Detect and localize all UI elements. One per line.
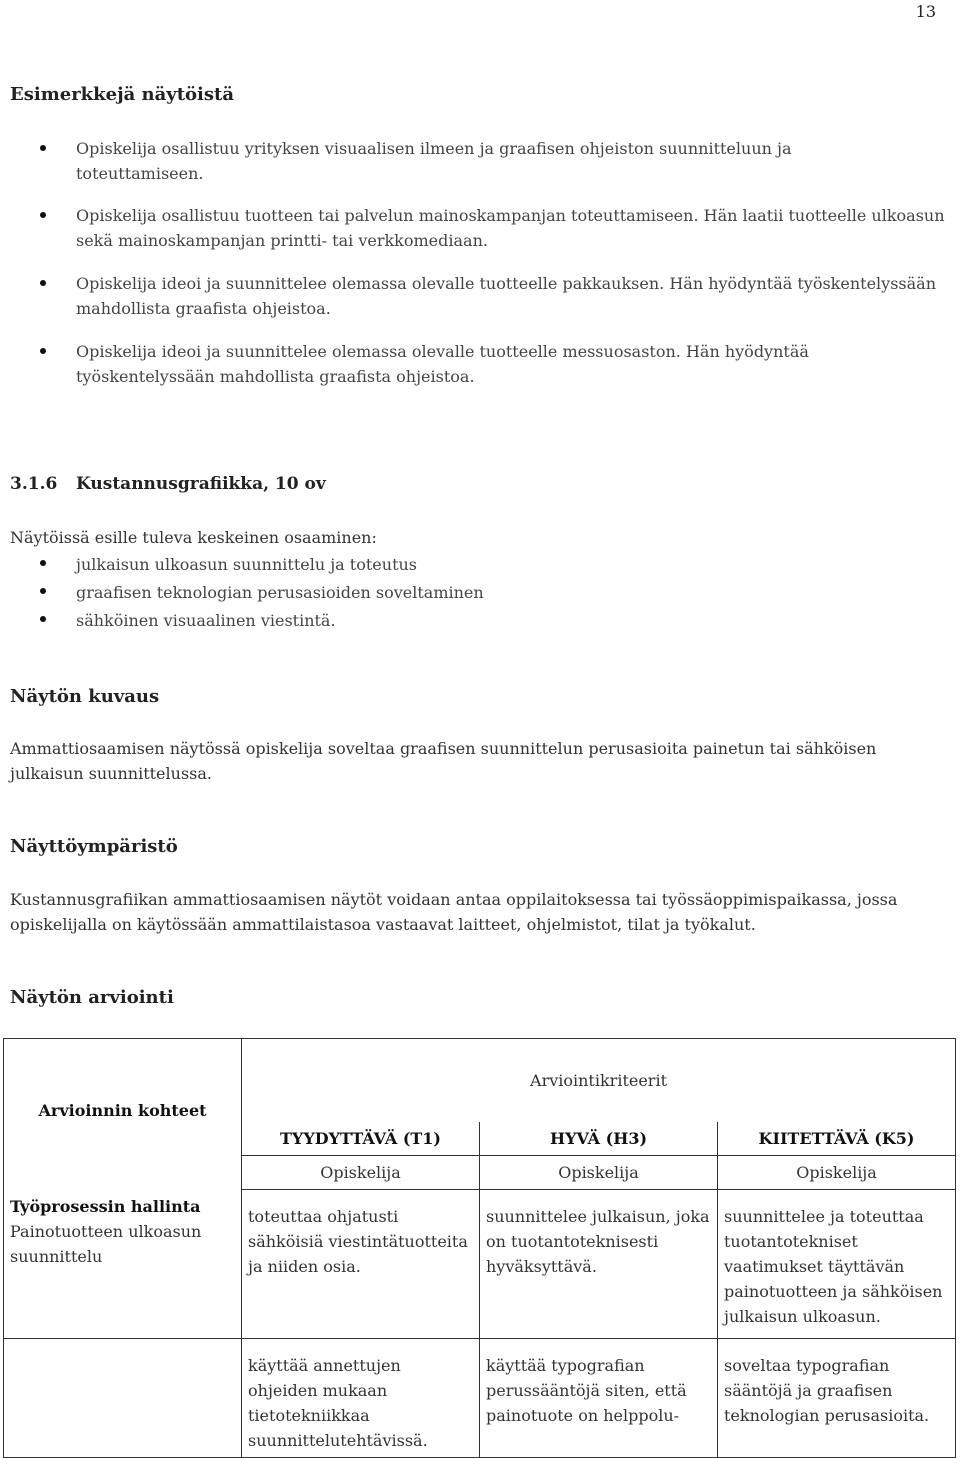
targets-spacer — [4, 1156, 242, 1190]
section-number: 3.1.6 — [10, 474, 58, 494]
subject-h3: Opiskelija — [480, 1156, 718, 1190]
examples-heading: Esimerkkejä näytöistä — [10, 84, 234, 105]
evaluation-heading: Näytön arviointi — [10, 987, 174, 1008]
table-cell: käyttää typografian perussääntöjä siten, että painotuote on helppolu- — [480, 1338, 718, 1457]
list-item: julkaisun ulkoasun suunnittelu ja toteutus — [10, 551, 950, 579]
area-sub: Painotuotteen ulkoasun suunnittelu — [10, 1221, 202, 1266]
table-cell: suunnittelee julkaisun, joka on tuotantoteknisesti hyväksyttävä. — [480, 1190, 718, 1339]
table-cell: käyttää annettujen ohjeiden mukaan tietotekniikkaa suunnittelutehtävissä. — [242, 1338, 480, 1457]
criteria-header: Arviointikriteerit — [242, 1039, 956, 1123]
description-heading: Näytön kuvaus — [10, 686, 160, 707]
table-cell: toteuttaa ohjatusti sähköisiä viestintätuotteita ja niiden osia. — [242, 1190, 480, 1339]
examples-list — [10, 136, 950, 389]
list-item: graafisen teknologian perusasioiden soveltaminen — [10, 579, 950, 607]
section-heading — [10, 474, 326, 494]
description-text: Ammattiosaamisen näytössä opiskelija soveltaa graafisen suunnittelun perusasioita painetun tai sähköisen julkaisun suunnittelussa. — [10, 739, 877, 783]
environment-heading: Näyttöympäristö — [10, 836, 178, 857]
table-cell: suunnittelee ja toteuttaa tuotantotekniset vaatimukset täyttävän painotuotteen ja sähköisen julkaisun ulkoasun. — [718, 1190, 956, 1339]
list-item: Opiskelija ideoi ja suunnittelee olemassa olevalle tuotteelle pakkauksen. Hän hyödyntää työskentelyssään mahdollista graafista ohjeistoa. — [10, 271, 950, 321]
evaluation-table — [3, 1038, 956, 1458]
level-h3: HYVÄ (H3) — [480, 1122, 718, 1156]
area-cell-empty — [4, 1338, 242, 1457]
list-item: Opiskelija ideoi ja suunnittelee olemassa olevalle tuotteelle messuosaston. Hän hyödyntää työskentelyssään mahdollista graafista ohjeistoa. — [10, 339, 950, 389]
level-t1: TYYDYTTÄVÄ (T1) — [242, 1122, 480, 1156]
list-item: sähköinen visuaalinen viestintä. — [10, 607, 950, 635]
list-item: Opiskelija osallistuu yrityksen visuaalisen ilmeen ja graafisen ohjeiston suunnitteluun ja toteuttamiseen. — [10, 136, 950, 186]
area-cell — [4, 1190, 242, 1339]
subject-k5: Opiskelija — [718, 1156, 956, 1190]
page-number: 13 — [915, 2, 936, 21]
skills-list — [10, 551, 950, 635]
environment-text: Kustannusgrafiikan ammattiosaamisen näytöt voidaan antaa oppilaitoksessa tai työssäoppimispaikassa, jossa opiskelijalla on käytössään ammattilaistasoa vastaavat laitteet, ohjelmistot, tilat ja työkalut. — [10, 890, 898, 934]
subject-t1: Opiskelija — [242, 1156, 480, 1190]
list-item: Opiskelija osallistuu tuotteen tai palvelun mainoskampanjan toteuttamiseen. Hän laatii tuotteelle ulkoasun sekä mainoskampanjan printti- tai verkkomediaan. — [10, 203, 950, 253]
table-cell: soveltaa typografian sääntöjä ja graafisen teknologian perusasioita. — [718, 1338, 956, 1457]
section-title: Kustannusgrafiikka, 10 ov — [76, 474, 326, 494]
area-title: Työprosessin hallinta — [10, 1196, 201, 1216]
section-intro: Näytöissä esille tuleva keskeinen osaaminen: — [10, 528, 377, 547]
targets-header: Arvioinnin kohteet — [4, 1039, 242, 1156]
level-k5: KIITETTÄVÄ (K5) — [718, 1122, 956, 1156]
